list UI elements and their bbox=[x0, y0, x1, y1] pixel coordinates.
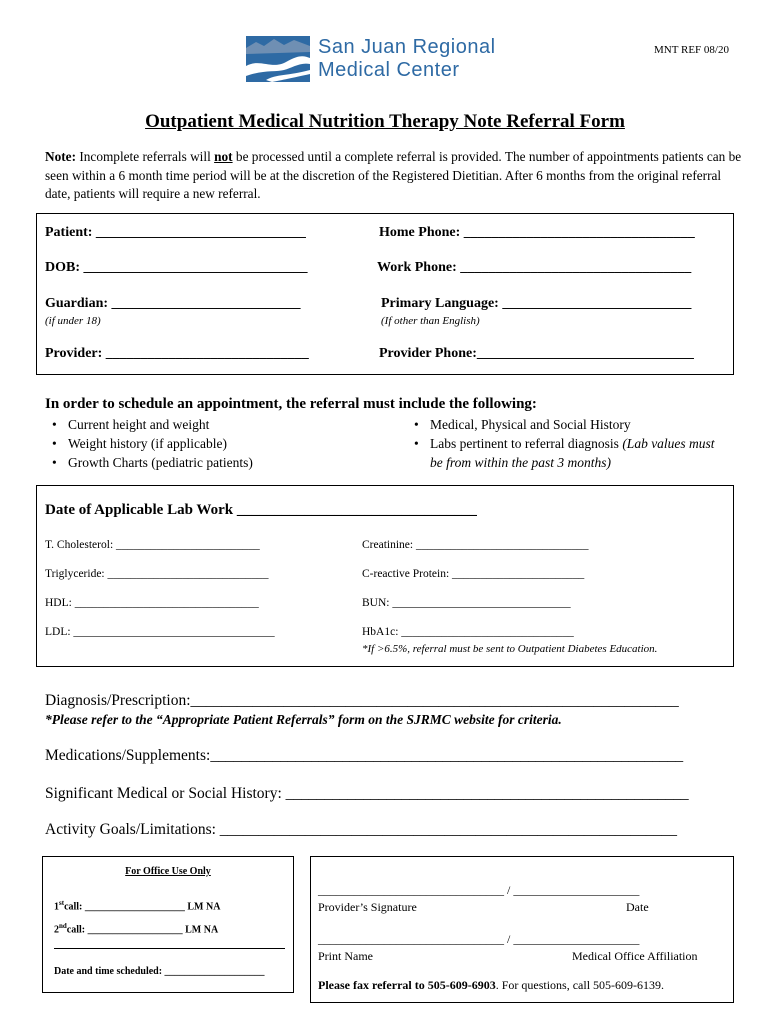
call1-text: call: ____________________ LM NA bbox=[64, 901, 221, 913]
form-title: Outpatient Medical Nutrition Therapy Note Referral Form bbox=[145, 111, 625, 132]
guardian-field[interactable]: Guardian: ___________________________ bbox=[45, 296, 301, 311]
print-name-line[interactable]: _______________________________ / _____________________ bbox=[318, 932, 640, 946]
requirements-list-right bbox=[408, 415, 728, 472]
call1-number: 1 bbox=[54, 901, 59, 913]
history-field[interactable]: Significant Medical or Social History: ____________________________________________________ bbox=[45, 785, 689, 802]
lab-date-field[interactable]: Date of Applicable Lab Work ________________________________ bbox=[45, 502, 477, 518]
provider-signature-label: Provider’s Signature bbox=[318, 900, 417, 914]
triglyceride-field[interactable]: Triglyceride: ____________________________ bbox=[45, 568, 269, 580]
language-note: (If other than English) bbox=[381, 315, 480, 327]
bun-field[interactable]: BUN: _______________________________ bbox=[362, 597, 571, 609]
guardian-note: (if under 18) bbox=[45, 315, 101, 327]
hba1c-note: *If >6.5%, referral must be sent to Outpatient Diabetes Education. bbox=[362, 643, 658, 655]
list-item: • Medical, Physical and Social History bbox=[408, 415, 728, 434]
second-call-field[interactable] bbox=[54, 922, 218, 935]
primary-language-field[interactable]: Primary Language: ___________________________ bbox=[381, 296, 692, 311]
hdl-field[interactable]: HDL: ________________________________ bbox=[45, 597, 259, 609]
office-use-heading: For Office Use Only bbox=[125, 866, 211, 877]
list-item: • Growth Charts (pediatric patients) bbox=[46, 453, 366, 472]
affiliation-label: Medical Office Affiliation bbox=[572, 949, 698, 963]
logo-text-line2: Medical Center bbox=[318, 59, 460, 81]
activity-field[interactable]: Activity Goals/Limitations: ___________________________________________________________ bbox=[45, 821, 678, 838]
note-emphasis: not bbox=[214, 149, 233, 164]
fax-number: Please fax referral to 505-609-6903 bbox=[318, 978, 496, 992]
medications-field[interactable]: Medications/Supplements:_____________________________________________________________ bbox=[45, 747, 684, 764]
provider-phone-field[interactable]: Provider Phone:_______________________________ bbox=[379, 346, 694, 361]
form-code: MNT REF 08/20 bbox=[654, 44, 729, 56]
list-item bbox=[408, 434, 728, 472]
signature-line[interactable]: _______________________________ / _____________________ bbox=[318, 883, 640, 897]
ldl-field[interactable]: LDL: ___________________________________ bbox=[45, 626, 275, 638]
river-landscape-icon bbox=[246, 36, 310, 82]
hba1c-field[interactable]: HbA1c: ______________________________ bbox=[362, 626, 574, 638]
note-text-1: Incomplete referrals will bbox=[76, 149, 215, 164]
date-label: Date bbox=[626, 900, 649, 914]
questions-phone: . For questions, call 505-609-6139. bbox=[495, 978, 665, 992]
office-divider bbox=[54, 948, 285, 949]
call2-suffix: nd bbox=[59, 922, 67, 930]
list-item: • Weight history (if applicable) bbox=[46, 434, 366, 453]
creatinine-field[interactable]: Creatinine: ______________________________ bbox=[362, 539, 589, 551]
home-phone-field[interactable]: Home Phone: _________________________________ bbox=[379, 225, 695, 240]
requirements-list-left bbox=[46, 415, 366, 472]
dob-field[interactable]: DOB: ________________________________ bbox=[45, 260, 308, 275]
call2-number: 2 bbox=[54, 924, 59, 936]
t-cholesterol-field[interactable]: T. Cholesterol: _________________________ bbox=[45, 539, 260, 551]
first-call-field[interactable] bbox=[54, 899, 220, 912]
print-name-label: Print Name bbox=[318, 949, 373, 963]
sjrmc-logo bbox=[246, 36, 526, 84]
scheduled-field[interactable]: Date and time scheduled: ____________________ bbox=[54, 966, 265, 977]
call1-suffix: st bbox=[59, 899, 65, 907]
note-text-2: be processed until a complete referral is provided. The number of appointments patients can be seen within a 6 month time period will be at the discretion of the Registered Dietitian. After 6 months from the original referral date, patients will require a new referral. bbox=[45, 149, 742, 201]
diagnosis-field[interactable]: Diagnosis/Prescription:_______________________________________________________________ bbox=[45, 692, 679, 709]
fax-instructions bbox=[318, 978, 664, 993]
call2-text: call: ___________________ LM NA bbox=[66, 924, 219, 936]
labs-requirement-note: (Lab values must be from within the past 3 months) bbox=[430, 436, 715, 470]
requirements-heading: In order to schedule an appointment, the referral must include the following: bbox=[45, 396, 537, 412]
labs-requirement-text: Labs pertinent to referral diagnosis bbox=[430, 436, 623, 451]
diagnosis-note: *Please refer to the “Appropriate Patient Referrals” form on the SJRMC website for criteria. bbox=[45, 712, 562, 727]
work-phone-field[interactable]: Work Phone: _________________________________ bbox=[377, 260, 692, 275]
patient-field[interactable]: Patient: ______________________________ bbox=[45, 225, 306, 240]
note-label: Note: bbox=[45, 149, 77, 164]
logo-text-line1: San Juan Regional bbox=[318, 36, 496, 58]
crp-field[interactable]: C-reactive Protein: _______________________ bbox=[362, 568, 585, 580]
list-item: • Current height and weight bbox=[46, 415, 366, 434]
note-paragraph bbox=[45, 148, 745, 204]
provider-field[interactable]: Provider: _____________________________ bbox=[45, 346, 309, 361]
